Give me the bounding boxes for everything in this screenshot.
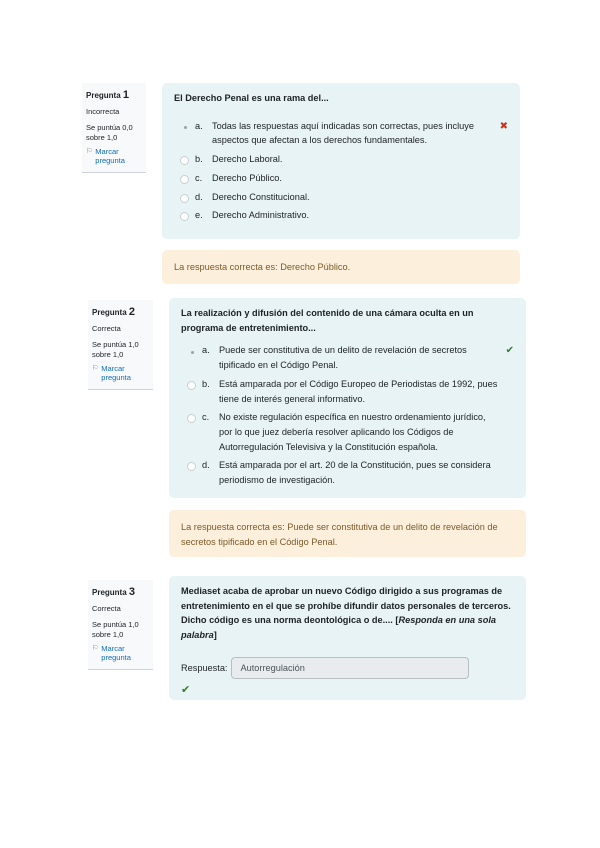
radio-button[interactable] [187,462,196,471]
radio-button[interactable] [180,194,189,203]
answer-option-d[interactable]: d. Derecho Constitucional. [180,190,508,205]
answer-input[interactable] [231,657,469,679]
question-hint: Responda en una sola palabra [181,615,496,641]
flag-question-link[interactable]: ⚐ Marcar pregunta [92,643,131,663]
answer-option-d[interactable]: d. Está amparada por el art. 20 de la Constitución, pues se considera periodismo de investigación. [187,458,514,487]
flag-icon: ⚐ [92,364,99,372]
question-number: Pregunta 1 [86,89,130,101]
flag-question-link[interactable]: ⚐ Marcar pregunta [86,146,125,166]
radio-button[interactable] [180,175,189,184]
question-grade: Se puntúa 0,0 sobre 1,0 [86,123,133,142]
question-text: Mediaset acaba de aprobar un nuevo Código dirigido a sus programas de entretenimiento en el que se prohíbe difundir datos personales de terceros. Dicho código es una norma deontológica o de.... [Responda en una sola palabra] [181,586,511,641]
question-formulation-3 [169,576,526,700]
question-grade: Se puntúa 1,0 sobre 1,0 [92,620,139,639]
question-info-2 [88,300,153,390]
radio-button[interactable] [180,123,189,132]
answer-option-b[interactable]: b. Derecho Laboral. [180,152,508,167]
correct-answer-feedback: La respuesta correcta es: Puede ser constitutiva de un delito de revelación de secretos tipificado en el Código Penal. [169,510,526,557]
question-info-3 [88,580,153,670]
flag-icon: ⚐ [92,644,99,652]
question-grade: Se puntúa 1,0 sobre 1,0 [92,340,139,359]
radio-button[interactable] [180,212,189,221]
check-icon: ✔ [181,683,191,696]
question-state: Incorrecta [86,107,120,117]
answer-row [181,657,514,679]
question-state: Correcta [92,604,121,614]
radio-button[interactable] [180,156,189,165]
answer-options [174,119,508,223]
flag-icon: ⚐ [86,147,93,155]
answer-option-e[interactable]: e. Derecho Administrativo. [180,208,508,223]
answer-option-c[interactable]: c. No existe regulación específica en nuestro ordenamiento jurídico, por lo que juez debería resolver aplicando los Códigos de Autorregulación Televisiva y la Constitución española. [187,410,514,454]
correct-answer-feedback: La respuesta correcta es: Derecho Público. [162,250,520,284]
radio-button[interactable] [187,347,196,356]
answer-option-b[interactable]: b. Está amparada por el Código Europeo de Periodistas de 1992, pues tiene de interés general informativo. [187,377,514,406]
answer-option-a[interactable]: a. Todas las respuestas aquí indicadas son correctas, pues incluye aspectos que afectan a los derechos fundamentales. ✖ [180,119,508,148]
flag-question-link[interactable]: ⚐ Marcar pregunta [92,363,131,383]
answer-option-c[interactable]: c. Derecho Público. [180,171,508,186]
question-number: Pregunta 3 [92,586,136,598]
question-formulation-1 [162,83,520,239]
question-number: Pregunta 2 [92,306,136,318]
question-info-1 [82,83,146,173]
question-text: El Derecho Penal es una rama del... [174,93,329,103]
cross-icon: ✖ [499,120,508,132]
answer-option-a[interactable]: a. Puede ser constitutiva de un delito de revelación de secretos tipificado en el Código Penal. ✔ [187,343,514,372]
question-text: La realización y difusión del contenido de una cámara oculta en un programa de entretenimiento... [181,308,474,333]
radio-button[interactable] [187,414,196,423]
question-formulation-2 [169,298,526,498]
answer-label: Respuesta: [181,662,228,673]
radio-button[interactable] [187,381,196,390]
answer-options [181,343,514,487]
question-state: Correcta [92,324,121,334]
check-icon: ✔ [505,345,514,357]
